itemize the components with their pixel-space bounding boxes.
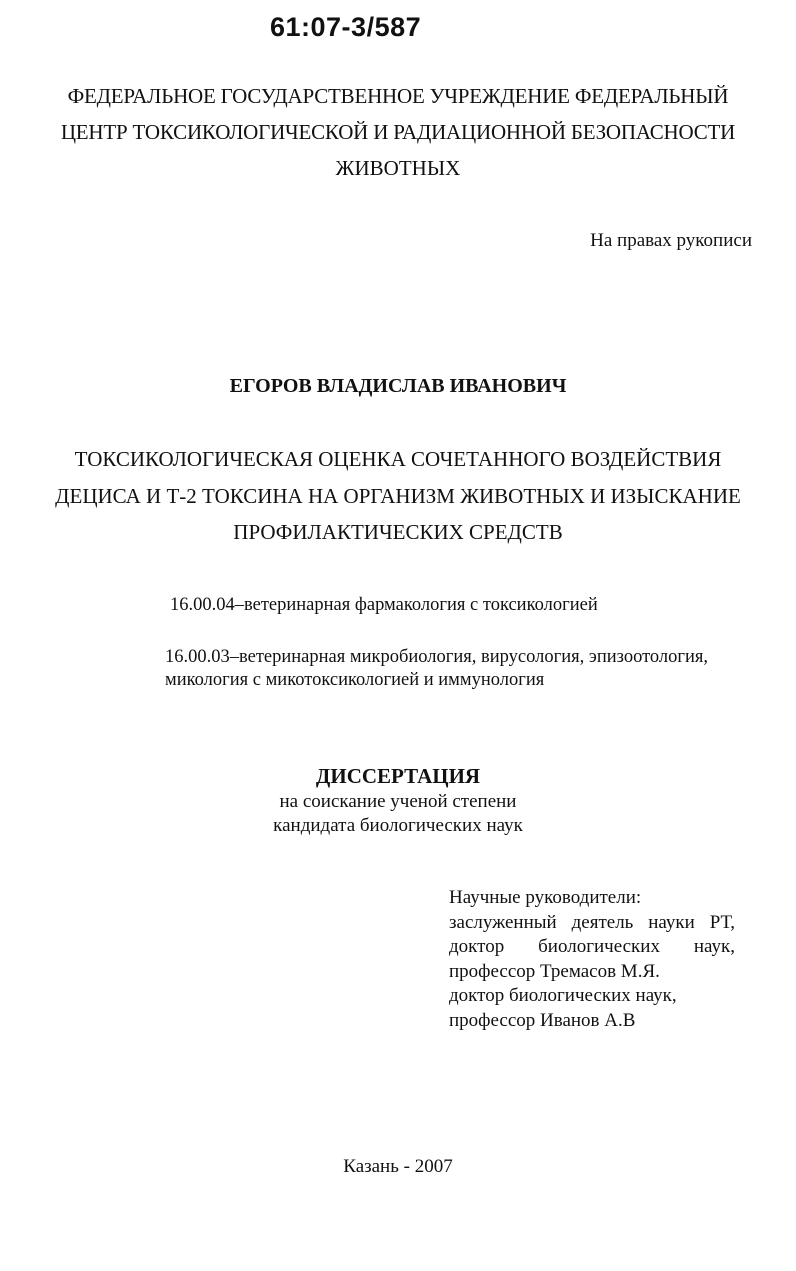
advisors-heading: Научные руководители:	[449, 887, 642, 908]
catalog-number: 61:07-3/587	[270, 12, 422, 42]
specialty-2-line-1: 16.00.03–ветеринарная микробиология, вирусология, эпизоотология,	[165, 647, 709, 667]
dissertation-title-line-3: ПРОФИЛАКТИЧЕСКИХ СРЕДСТВ	[233, 520, 563, 544]
degree-line-1: на соискание ученой степени	[279, 791, 517, 812]
advisor-title-1: заслуженный деятель науки РТ,	[449, 911, 735, 933]
advisor-degree-1: доктор биологических наук,	[449, 936, 735, 957]
document-type: ДИССЕРТАЦИЯ	[315, 764, 481, 788]
advisor-degree-2: доктор биологических наук,	[449, 985, 677, 1006]
author-name: ЕГОРОВ ВЛАДИСЛАВ ИВАНОВИЧ	[229, 375, 567, 397]
specialty-2-line-2: микология с микотоксикологией и иммунология	[165, 670, 545, 690]
advisors-block	[449, 886, 735, 1033]
institution-line-1: ФЕДЕРАЛЬНОЕ ГОСУДАРСТВЕННОЕ УЧРЕЖДЕНИЕ ФЕДЕРАЛЬНЫЙ	[67, 84, 729, 108]
advisor-name-1: профессор Тремасов М.Я.	[449, 960, 660, 982]
specialty-1: 16.00.04–ветеринарная фармакология с токсикологией	[170, 595, 598, 615]
institution-line-2: ЦЕНТР ТОКСИКОЛОГИЧЕСКОЙ И РАДИАЦИОННОЙ БЕЗОПАСНОСТИ	[60, 120, 736, 144]
manuscript-rights: На правах рукописи	[590, 230, 752, 251]
city-year: Казань - 2007	[343, 1156, 453, 1177]
degree-line-2: кандидата биологических наук	[273, 815, 523, 836]
institution-line-3: ЖИВОТНЫХ	[335, 156, 461, 180]
dissertation-title-line-2: ДЕЦИСА И Т-2 ТОКСИНА НА ОРГАНИЗМ ЖИВОТНЫХ И ИЗЫСКАНИЕ	[55, 484, 741, 508]
dissertation-title-line-1: ТОКСИКОЛОГИЧЕСКАЯ ОЦЕНКА СОЧЕТАННОГО ВОЗДЕЙСТВИЯ	[74, 447, 722, 471]
advisor-name-2: профессор Иванов А.В	[449, 1009, 636, 1031]
